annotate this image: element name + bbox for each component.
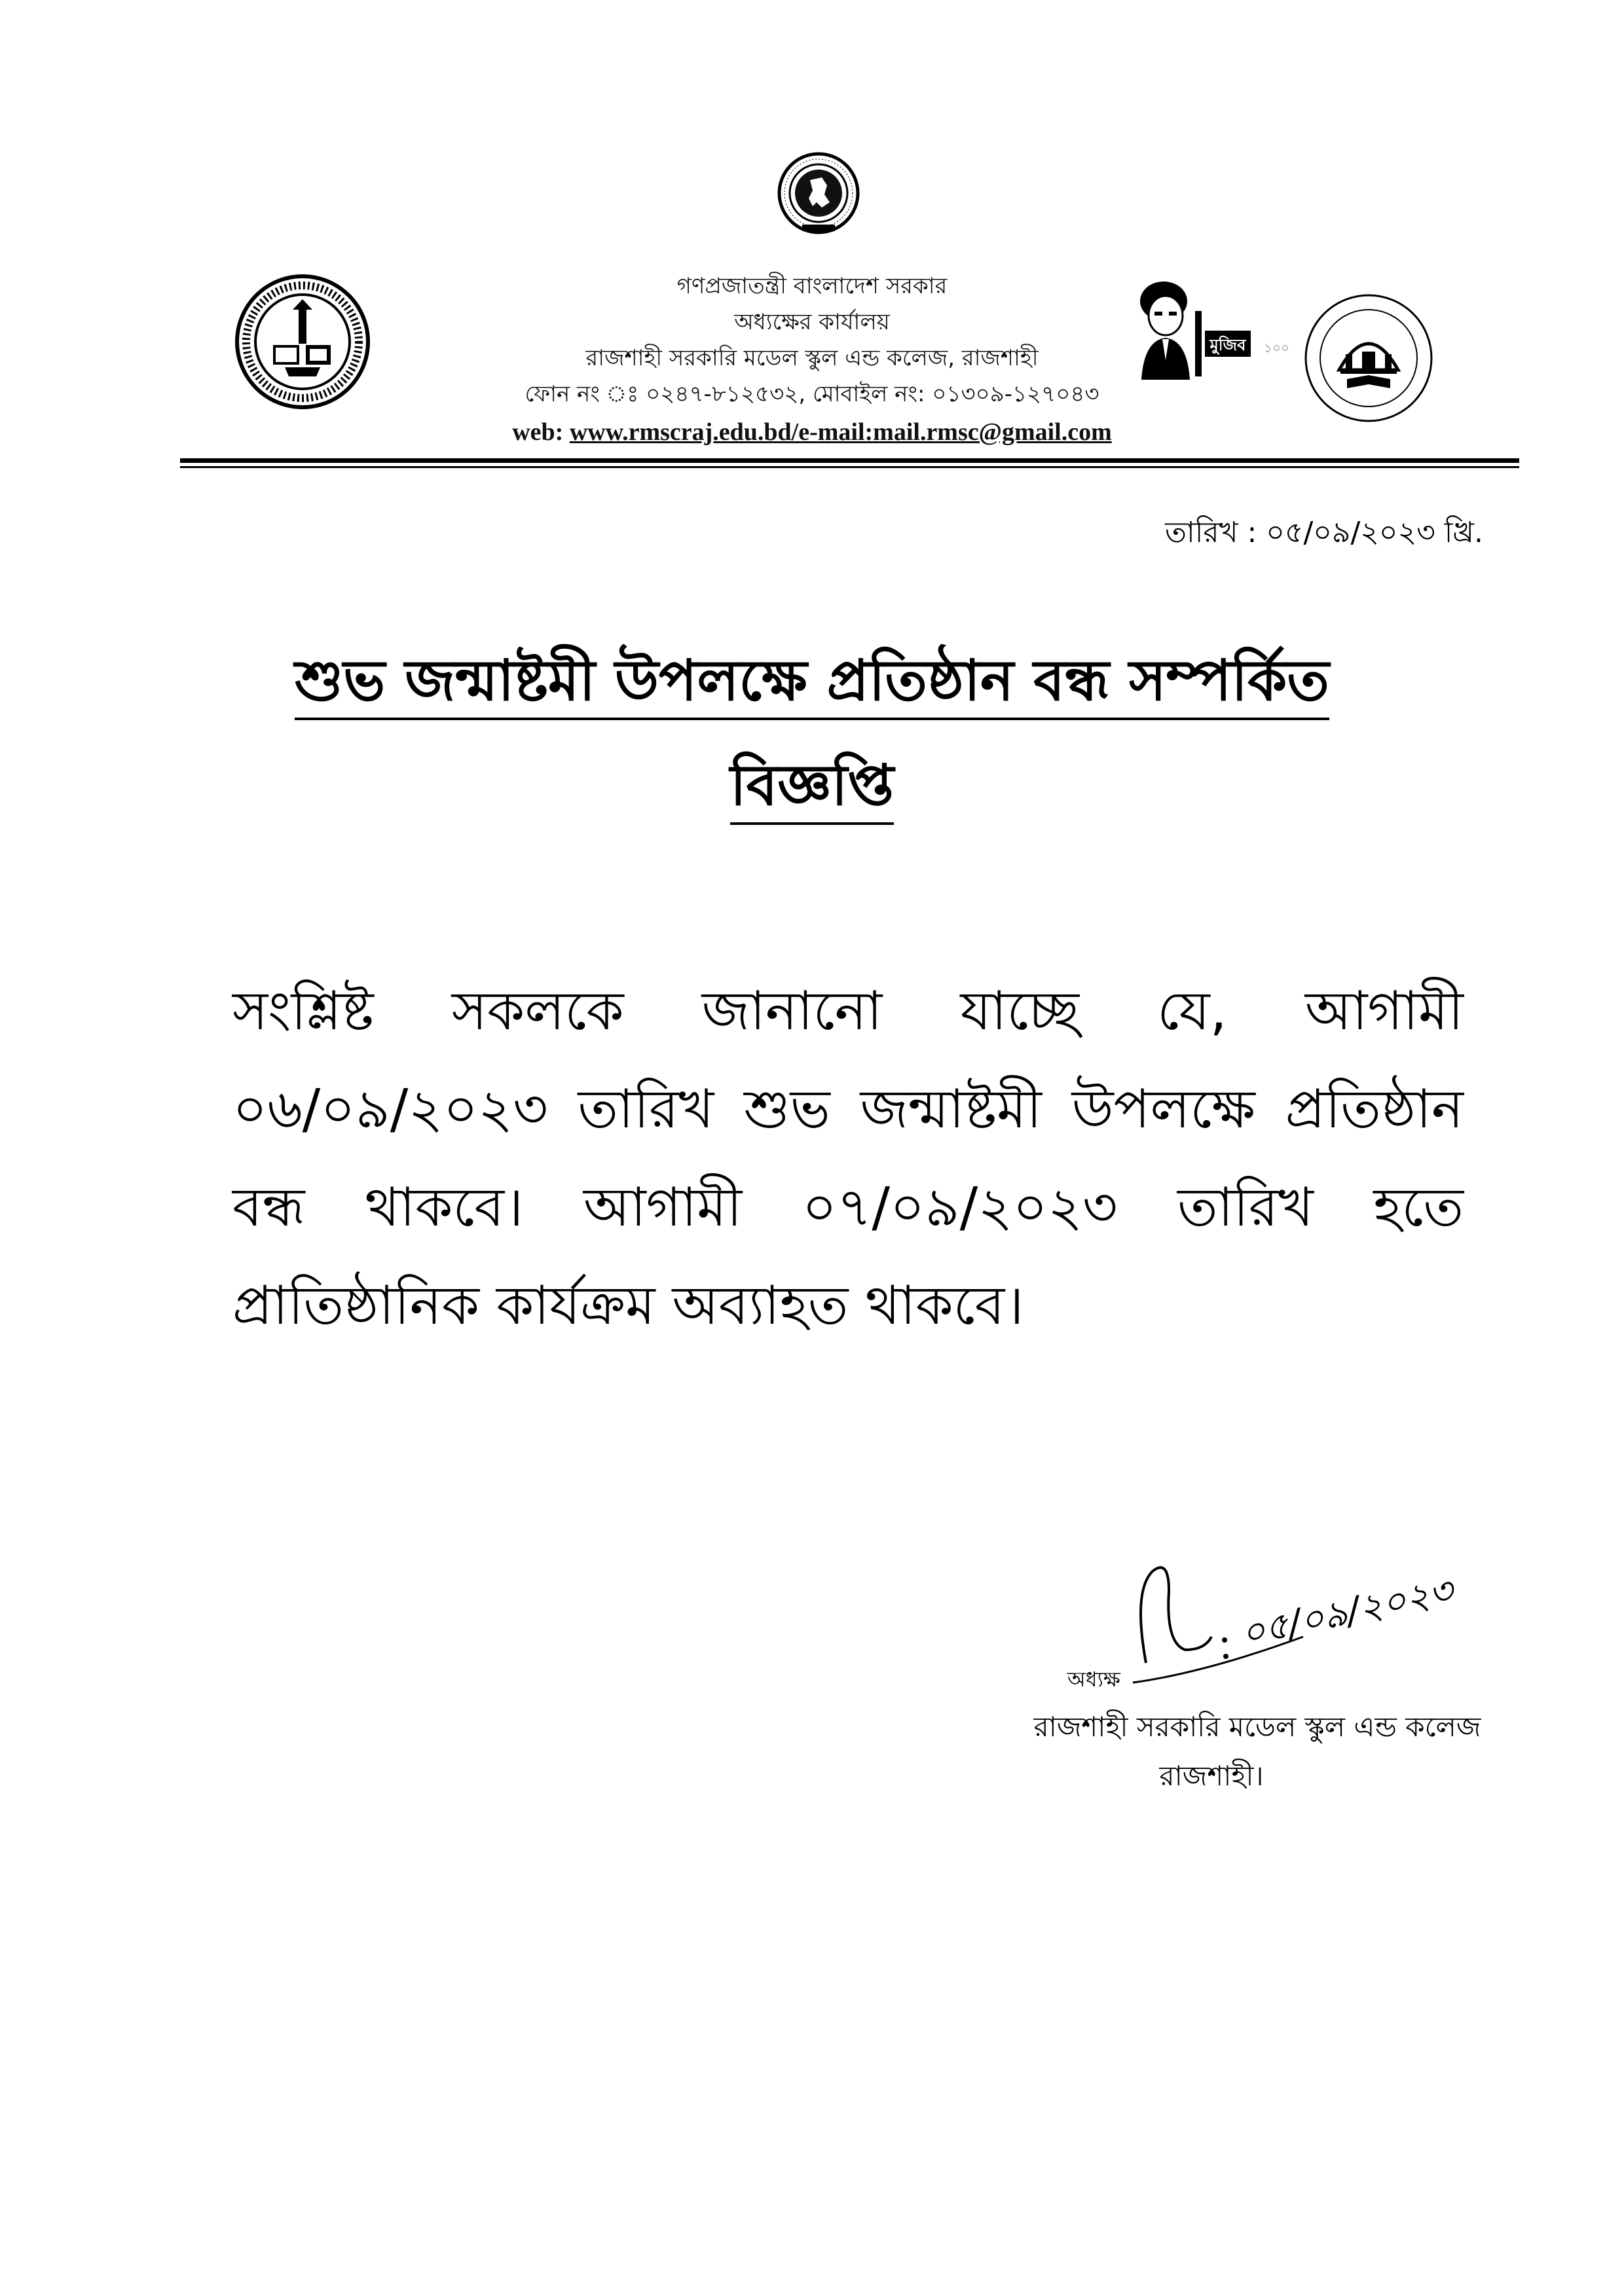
header-rule-thick [180,458,1519,463]
government-name: গণপ্রজাতন্ত্রী বাংলাদেশ সরকার [676,273,948,299]
notice-date: তারিখ : ০৫/০৯/২০২৩ খ্রি. [1165,516,1483,549]
handwritten-signature [1107,1552,1473,1702]
institution-name: রাজশাহী সরকারি মডেল স্কুল এন্ড কলেজ, রাজশাহী [585,345,1039,371]
web-email-link[interactable]: www.rmscraj.edu.bd/e-mail:mail.rmsc@gmail.com [569,418,1112,446]
signature-date: ০৫/০৯/২০২৩ [1237,1569,1457,1656]
signature-college: রাজশাহী সরকারি মডেল স্কুল এন্ড কলেজ [1033,1711,1481,1743]
web-prefix: web: [512,418,570,446]
notice-title-line1 [0,645,1624,717]
contact-numbers: ফোন নং ঃ ০২৪৭-৮১২৫৩২, মোবাইল নং: ০১৩০৯-১২৭০৪৩ [525,381,1099,407]
svg-text:১০০: ১০০ [1264,340,1289,355]
notice-title-text1: শুভ জন্মাষ্টমী উপলক্ষে প্রতিষ্ঠান বন্ধ সম্পর্কিত [295,648,1329,720]
signature-city: রাজশাহী। [1159,1760,1264,1792]
web-email-line [0,418,1624,446]
office-name: অধ্যক্ষের কার্যালয় [734,309,890,335]
principal-title: অধ্যক্ষ [1067,1667,1120,1692]
notice-title-text2: বিজ্ঞপ্তি [730,753,894,825]
notice-body: সংশ্লিষ্ট সকলকে জানানো যাচ্ছে যে, আগামী ০৬/০৯/২০২৩ তারিখ শুভ জন্মাষ্টমী উপলক্ষে প্রতিষ্ঠান বন্ধ থাকবে। আগামী ০৭/০৯/২০২৩ তারিখ হতে প্রাতিষ্ঠানিক কার্যক্রম অব্যাহত থাকবে। [232,980,1464,1337]
notice-title-line2 [0,750,1624,822]
government-seal-logo [776,147,861,246]
mujib-logo-text: মুজিব [1209,336,1246,354]
header-rule-thin [180,466,1519,468]
